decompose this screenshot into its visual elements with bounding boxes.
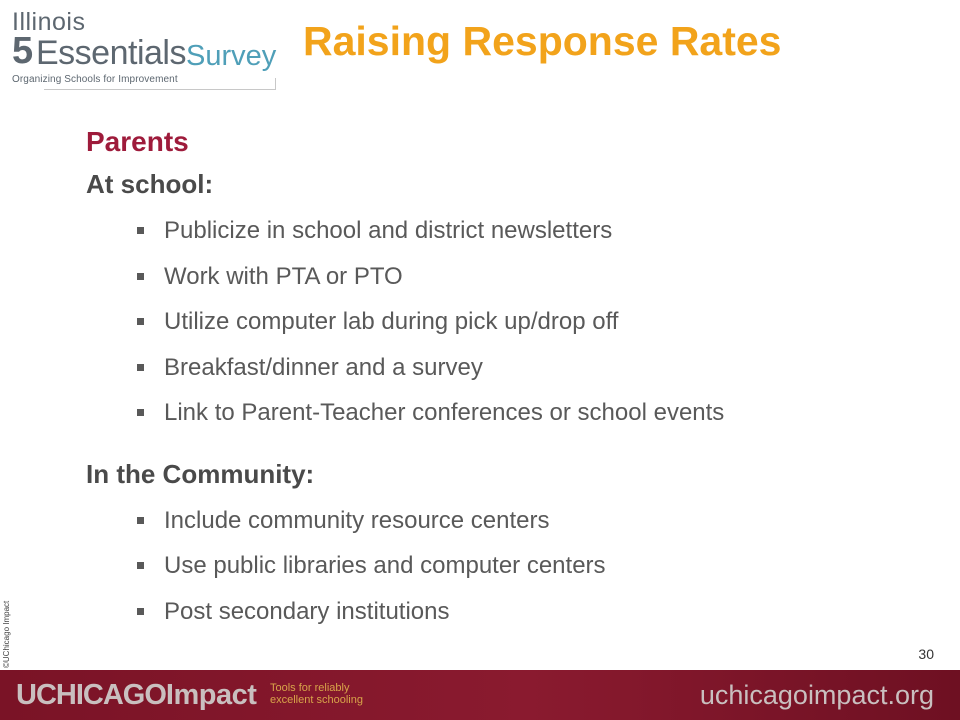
logo-tagline: Organizing Schools for Improvement <box>12 74 178 85</box>
footer-tagline: Tools for reliably excellent schooling <box>270 682 363 706</box>
logo-essentials-text: Essentials <box>36 34 186 72</box>
square-bullet-icon <box>137 364 144 371</box>
slide-title: Raising Response Rates <box>303 18 782 64</box>
brand-uchicago-text: UCHICAGO <box>16 679 166 711</box>
list-item-text: Breakfast/dinner and a survey <box>164 353 483 381</box>
list-item-text: Post secondary institutions <box>164 597 450 625</box>
list-item <box>134 208 946 254</box>
list-item <box>134 589 946 635</box>
logo-five-text: 5 <box>12 30 34 72</box>
square-bullet-icon <box>137 318 144 325</box>
list-item-text: Use public libraries and computer centers <box>164 552 606 579</box>
brand-impact-text: Impact <box>165 679 257 711</box>
list-item-text: Include community resource centers <box>164 506 550 534</box>
footer-bar <box>0 670 960 720</box>
list-item-text: Link to Parent-Teacher conferences or school events <box>164 399 725 426</box>
footer-url: uchicagoimpact.org <box>699 680 934 710</box>
list-item <box>134 390 946 436</box>
illinois-5essentials-logo <box>10 8 280 90</box>
group-heading-community: In the Community: <box>86 458 315 489</box>
logo-divider <box>44 89 276 90</box>
group-heading-at-school: At school: <box>86 169 214 199</box>
at-school-list <box>134 208 946 436</box>
list-item <box>134 543 946 589</box>
list-item-text: Work with PTA or PTO <box>164 262 403 290</box>
copyright-notice: ©UChicago Impact <box>2 600 11 668</box>
logo-survey-text: Survey <box>186 40 277 72</box>
slide-content <box>86 120 946 634</box>
square-bullet-icon <box>137 227 144 234</box>
uchicago-impact-logo <box>16 679 256 712</box>
list-item <box>134 498 946 544</box>
page-number: 30 <box>918 646 934 662</box>
list-item-text: Publicize in school and district newsletters <box>164 217 613 244</box>
square-bullet-icon <box>137 562 144 569</box>
list-item <box>134 254 946 300</box>
square-bullet-icon <box>137 273 144 280</box>
list-item-text: Utilize computer lab during pick up/drop off <box>164 308 619 335</box>
square-bullet-icon <box>137 608 144 615</box>
square-bullet-icon <box>137 517 144 524</box>
logo-illinois-text: Illinois <box>12 8 86 36</box>
square-bullet-icon <box>137 409 144 416</box>
list-item <box>134 345 946 391</box>
logo-divider-tick <box>275 78 276 90</box>
section-heading-parents: Parents <box>86 126 189 157</box>
list-item <box>134 299 946 345</box>
community-list <box>134 498 946 635</box>
